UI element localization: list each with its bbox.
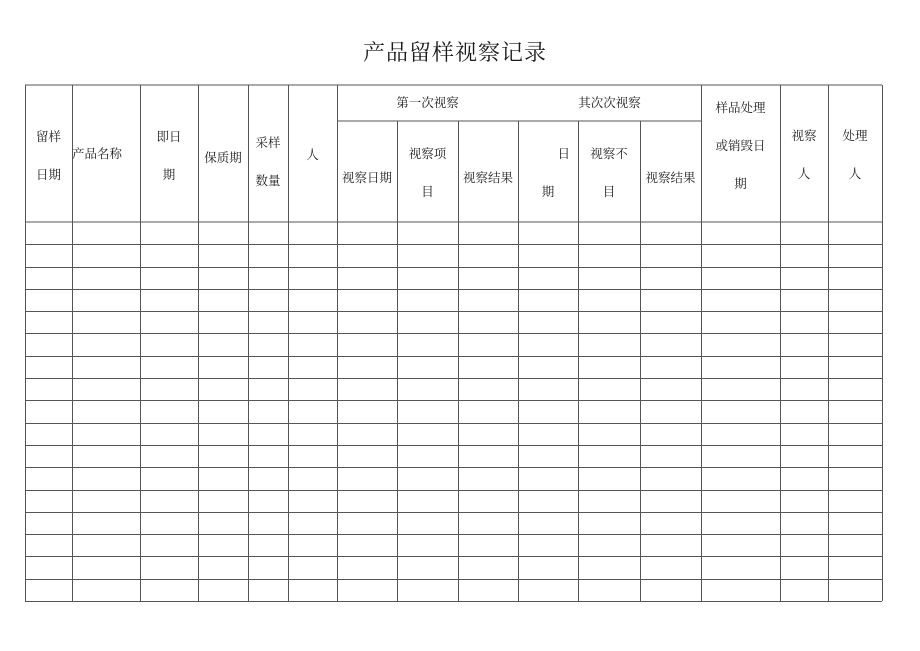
header-shelf-life-text: 保质期 <box>204 150 242 165</box>
header-shelf-life <box>198 139 248 177</box>
header-disposal-date-line1: 样品处理 <box>715 100 766 115</box>
page-title: 产品留样视察记录 <box>362 41 547 66</box>
header-g2-date-line2: 期 <box>541 184 555 199</box>
header-g2-item-line1: 视察不 <box>590 146 628 161</box>
header-inspector-line1: 视察 <box>791 128 817 143</box>
header-g2-item-line2: 目 <box>602 184 616 199</box>
header-g2-item <box>578 135 640 211</box>
header-person <box>288 136 337 174</box>
header-second-inspection <box>518 84 701 122</box>
header-handler-line2: 人 <box>848 166 862 181</box>
header-product-name-text: 产品名称 <box>72 146 123 161</box>
header-sample-date-line2: 日期 <box>35 167 61 182</box>
header-inspector <box>780 117 828 193</box>
header-sample-qty-line1: 采样 <box>255 135 281 150</box>
header-g1-item-line1: 视察项 <box>408 146 447 161</box>
header-first-inspection <box>337 84 518 122</box>
header-production-date-line2: 期 <box>162 167 176 182</box>
header-disposal-date <box>701 89 780 203</box>
header-g1-result-text: 视察结果 <box>462 170 513 185</box>
header-g1-item-line2: 目 <box>421 184 434 199</box>
header-g2-result <box>640 159 701 197</box>
header-second-inspection-text: 其次次视察 <box>578 95 641 110</box>
header-g1-date <box>337 159 397 197</box>
header-production-date <box>140 118 198 194</box>
header-production-date-line1: 即日 <box>156 129 182 144</box>
header-person-text: 人 <box>306 147 319 162</box>
header-g2-date-line1: 日 <box>557 146 570 161</box>
header-g1-item <box>397 135 458 211</box>
header-product-name <box>72 135 140 173</box>
header-sample-date-line1: 留样 <box>35 129 61 144</box>
header-disposal-date-line3: 期 <box>734 176 747 191</box>
header-g2-result-text: 视察结果 <box>645 170 696 185</box>
header-g2-date <box>518 135 578 211</box>
header-first-inspection-text: 第一次视察 <box>396 95 459 110</box>
header-disposal-date-line2: 或销毁日 <box>715 138 766 153</box>
header-g1-result <box>458 159 518 197</box>
header-sample-qty-line2: 数量 <box>255 173 281 188</box>
header-inspector-line2: 人 <box>797 166 811 181</box>
header-g1-date-text: 视察日期 <box>341 170 392 185</box>
header-sample-date <box>25 118 72 194</box>
header-sample-qty <box>248 124 288 200</box>
header-handler-line1: 处理 <box>842 128 868 143</box>
header-handler <box>828 117 882 193</box>
